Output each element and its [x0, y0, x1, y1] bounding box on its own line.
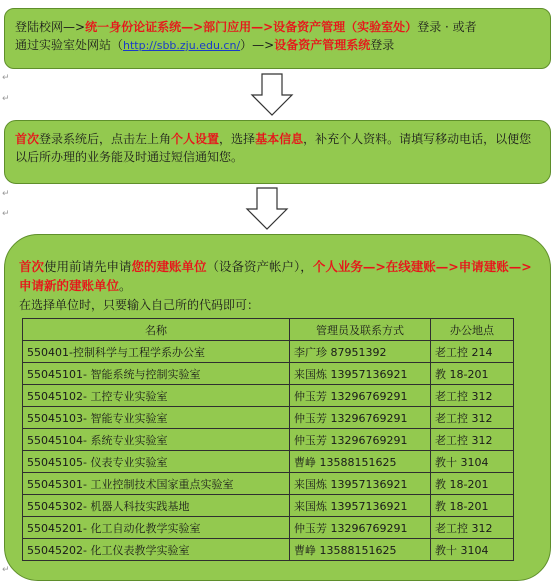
table-row	[23, 407, 514, 429]
admin-contact-cell: 曹峥 13588151625	[290, 451, 431, 473]
step1-line2-mid: ）—>	[240, 38, 275, 52]
office-location-cell: 老工控 214	[431, 341, 514, 363]
unit-name-cell: 55045104- 系统专业实验室	[23, 429, 290, 451]
lab-website-link[interactable]: http://sbb.zju.edu.cn/	[123, 39, 241, 52]
unit-name-cell: 55045102- 工控专业实验室	[23, 385, 290, 407]
unit-name-cell: 55045101- 智能系统与控制实验室	[23, 363, 290, 385]
admin-contact-cell: 来国炼 13957136921	[290, 363, 431, 385]
personal-settings-label: 个人设置	[171, 132, 220, 146]
table-row	[23, 539, 514, 561]
step1-prefix: 登陆校网—>	[15, 20, 86, 34]
step3-t3: 。	[119, 278, 132, 293]
table-row	[23, 341, 514, 363]
office-location-cell: 教十 3104	[431, 451, 514, 473]
step2-first: 首次	[15, 132, 40, 146]
admin-contact-cell: 李广珍 87951392	[290, 341, 431, 363]
column-header-office: 办公地点	[431, 319, 514, 341]
down-arrow-icon	[250, 73, 294, 117]
office-location-cell: 老工控 312	[431, 407, 514, 429]
admin-contact-cell: 仲玉芳 13296769291	[290, 517, 431, 539]
step3-first: 首次	[19, 259, 45, 274]
step2-t1: 登录系统后，点击左上角	[39, 132, 172, 146]
paragraph-mark: ↵	[2, 73, 10, 83]
basic-info-label: 基本信息	[255, 132, 304, 146]
admin-contact-cell: 来国炼 13957136921	[290, 495, 431, 517]
step1-line2-suffix: 登录	[370, 38, 395, 52]
unit-name-cell: 55045301- 工业控制技术国家重点实验室	[23, 473, 290, 495]
unit-code-table	[22, 318, 514, 561]
step1-system-name: 设备资产管理系统	[274, 38, 371, 52]
office-location-cell: 老工控 312	[431, 385, 514, 407]
table-row	[23, 429, 514, 451]
step1-text	[15, 18, 540, 55]
step2-t3: ，补充个人资料。请填写移动电话，以便您以后所办理的业务能及时通过短信通知您。	[15, 132, 532, 164]
admin-contact-cell: 仲玉芳 13296769291	[290, 429, 431, 451]
table-row	[23, 517, 514, 539]
account-unit-label: 您的建账单位	[131, 259, 207, 274]
table-row	[23, 473, 514, 495]
table-row	[23, 495, 514, 517]
down-arrow-icon	[245, 187, 289, 231]
paragraph-mark: ↵	[2, 565, 10, 575]
admin-contact-cell: 仲玉芳 13296769291	[290, 385, 431, 407]
unit-name-cell: 55045202- 化工仪表教学实验室	[23, 539, 290, 561]
step1-mid: 登录 · 或者	[417, 20, 477, 34]
office-location-cell: 教 18-201	[431, 495, 514, 517]
column-header-admin: 管理员及联系方式	[290, 319, 431, 341]
step1-path: 统一身份论证系统—>部门应用—>设备资产管理（实验室处）	[85, 20, 418, 34]
office-location-cell: 老工控 312	[431, 517, 514, 539]
unit-name-cell: 55045201- 化工自动化教学实验室	[23, 517, 290, 539]
step2-box	[4, 120, 551, 184]
step2-text	[15, 130, 540, 166]
admin-contact-cell: 仲玉芳 13296769291	[290, 407, 431, 429]
admin-contact-cell: 来国炼 13957136921	[290, 473, 431, 495]
unit-name-cell: 55045302- 机器人科技实践基地	[23, 495, 290, 517]
unit-name-cell: 550401-控制科学与工程学系办公室	[23, 341, 290, 363]
paragraph-mark: ↵	[2, 209, 10, 219]
step3-path: 个人业务—>在线建账—>申请建账—>申请新的建账单位	[19, 259, 532, 293]
table-header-row	[23, 319, 514, 341]
paragraph-mark: ↵	[2, 94, 10, 104]
column-header-name: 名称	[23, 319, 290, 341]
office-location-cell: 教 18-201	[431, 473, 514, 495]
unit-name-cell: 55045103- 智能专业实验室	[23, 407, 290, 429]
step3-text	[19, 257, 536, 295]
step2-t2: ，选择	[219, 132, 256, 146]
unit-name-cell: 55045105- 仪表专业实验室	[23, 451, 290, 473]
unit-code-hint: 在选择单位时，只要输入自己所的代码即可：	[19, 298, 260, 312]
admin-contact-cell: 曹峥 13588151625	[290, 539, 431, 561]
step3-t2: （设备资产帐户），	[206, 259, 313, 274]
office-location-cell: 教 18-201	[431, 363, 514, 385]
step1-line2-prefix: 通过实验室处网站（	[15, 38, 124, 52]
table-row	[23, 451, 514, 473]
office-location-cell: 教十 3104	[431, 539, 514, 561]
paragraph-mark: ↵	[2, 189, 10, 199]
step1-box	[4, 8, 551, 69]
table-row	[23, 385, 514, 407]
step3-t1: 使用前请先申请	[44, 259, 132, 274]
office-location-cell: 老工控 312	[431, 429, 514, 451]
table-row	[23, 363, 514, 385]
